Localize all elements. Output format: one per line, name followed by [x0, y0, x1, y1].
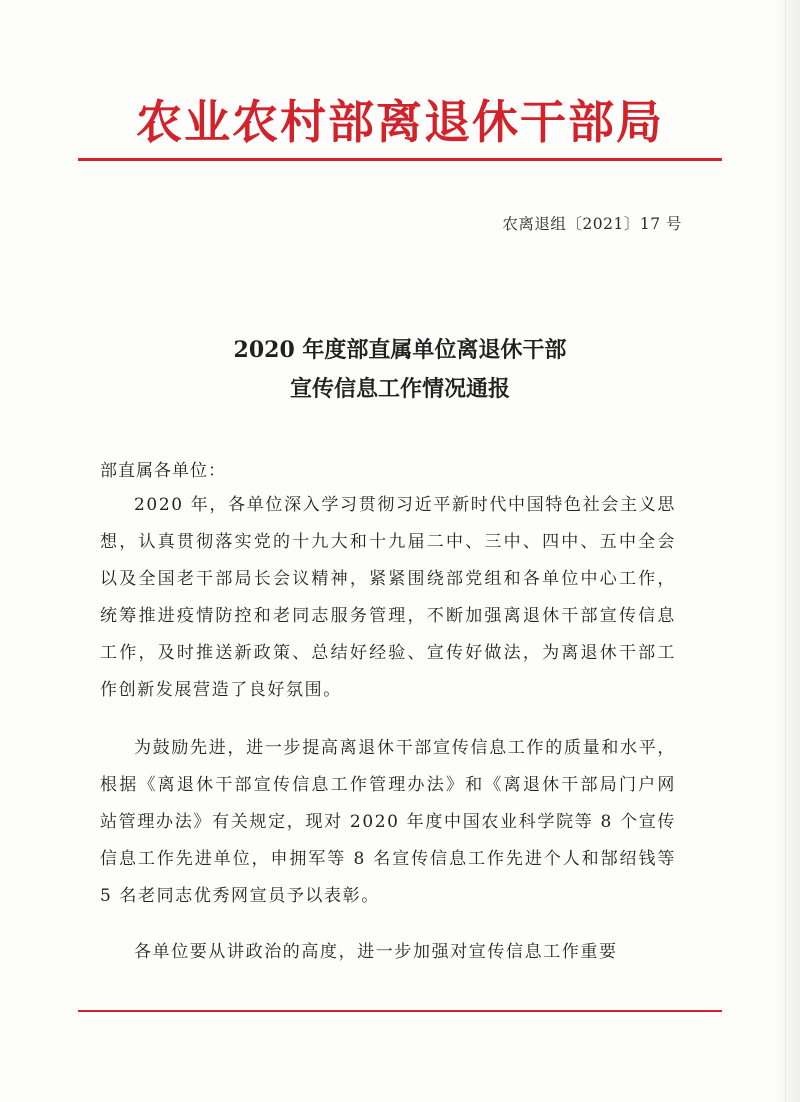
- page-edge-line: [785, 0, 786, 1102]
- salutation: 部直属各单位：: [100, 461, 226, 481]
- page-edge-shadow: [774, 0, 800, 1102]
- body-paragraph-1: 2020 年，各单位深入学习贯彻习近平新时代中国特色社会主义思想，认真贯彻落实党的十九大和十九届二中、三中、四中、五中全会以及全国老干部局长会议精神，紧紧围绕部党组和各单位中心工作，统筹推进疫情防控和老同志服务管理，不断加强离退休干部宣传信息工作，及时推送新政策、总结好经验、宣传好做法，为离退休干部工作创新发展营造了良好氛围。: [100, 495, 676, 700]
- footer-red-rule: [78, 1010, 722, 1012]
- letterhead-agency-name: 农业农村部离退休干部局: [136, 95, 664, 149]
- body-paragraph-3: 各单位要从讲政治的高度，进一步加强对宣传信息工作重要: [134, 942, 618, 962]
- body-paragraph-2: 为鼓励先进，进一步提高离退休干部宣传信息工作的质量和水平，根据《离退休干部宣传信息工作管理办法》和《离退休干部局门户网站管理办法》有关规定，现对 2020 年度中国农业科学院等 8 个宣传信息工作先进单位，申拥军等 8 名宣传信息工作先进个人和郜绍钱等 5 名老同志优秀网宣员予以表彰。: [100, 738, 676, 906]
- document-number: 农离退组〔2021〕17 号: [502, 215, 682, 233]
- letterhead-red-rule: [78, 158, 722, 161]
- document-title-line-1: 2020 年度部直属单位离退休干部: [233, 337, 567, 363]
- document-title-line-2: 宣传信息工作情况通报: [289, 376, 510, 402]
